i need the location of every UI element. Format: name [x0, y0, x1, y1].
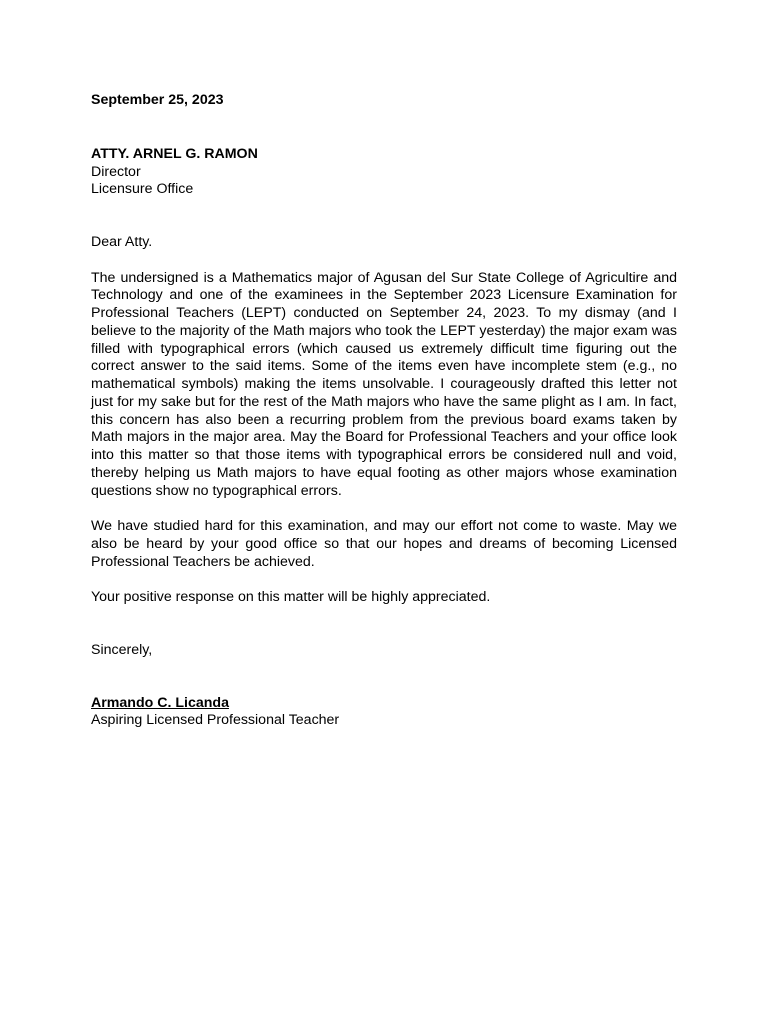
- recipient-block: [91, 146, 677, 199]
- letter: [91, 92, 677, 730]
- recipient-office: Licensure Office: [91, 181, 194, 198]
- recipient-title: Director: [91, 163, 141, 180]
- closing: Sincerely,: [91, 641, 153, 658]
- recipient-name: ATTY. ARNEL G. RAMON: [91, 145, 258, 162]
- salutation: Dear Atty.: [91, 234, 153, 250]
- body-paragraph: We have studied hard for this examination, and may our effort not come to waste. May we also be heard by your good office so that our hopes and dreams of becoming Licensed Professional Teachers be achieved.: [91, 518, 677, 570]
- signatory-title: Aspiring Licensed Professional Teacher: [91, 712, 340, 729]
- body-paragraph: Your positive response on this matter will be highly appreciated.: [91, 589, 491, 605]
- body-paragraph: The undersigned is a Mathematics major of Agusan del Sur State College of Agricultire and Technology and one of the examinees in the September 2023 Licensure Examination for Professional Teachers (LEPT) conducted on September 24, 2023. To my dismay (and I believe to the majority of the Math majors who took the LEPT yesterday) the major exam was filled with typographical errors (which caused us extremely difficult time figuring out the correct answer to the said items. Some of the items even have incomplete stem (e.g., no mathematical symbols) making the items unsolvable. I courageously drafted this letter not just for my sake but for the rest of the Math majors who have the same plight as I am. In fact, this concern has also been a recurring problem from the previous board exams taken by Math majors in the major area. May the Board for Professional Teachers and your office look into this matter so that those items with typographical errors be considered null and void, thereby helping us Math majors to have equal footing as other majors whose examination questions show no typographical errors.: [91, 269, 677, 499]
- letter-date: September 25, 2023: [91, 92, 224, 108]
- signature-block: [91, 695, 677, 731]
- signatory-name: Armando C. Licanda: [91, 694, 229, 711]
